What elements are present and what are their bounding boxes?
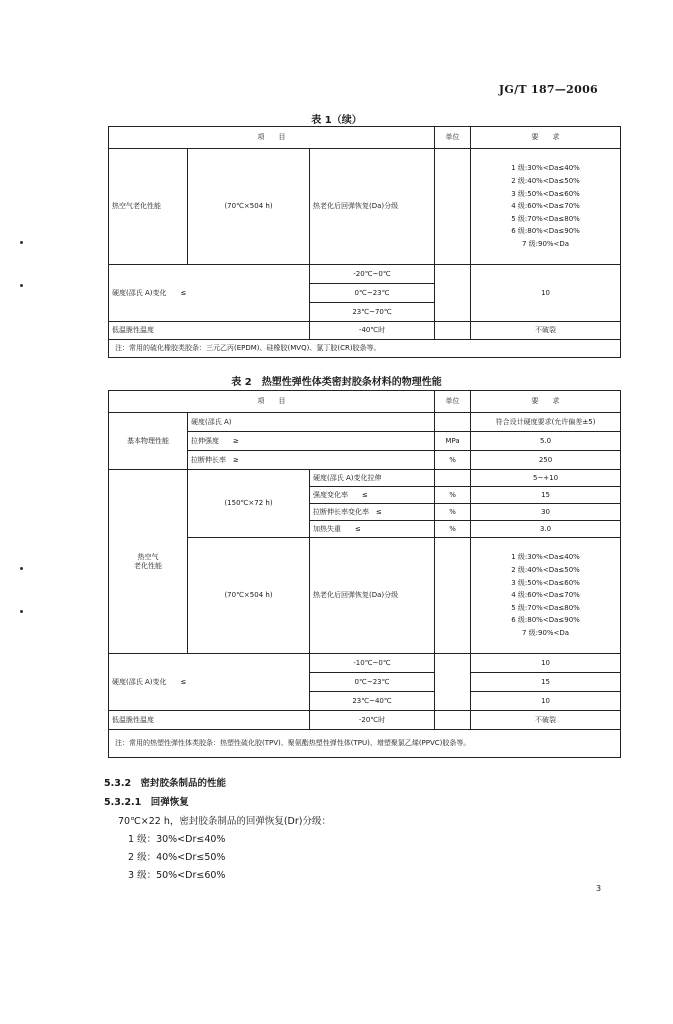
t2-basic-req: 5.0 (471, 432, 621, 451)
t1-head-unit: 单位 (435, 127, 471, 149)
t2-head-req: 要 求 (471, 391, 621, 413)
t1-heat-prop: 热老化后回弹恢复(Da)分级 (310, 149, 435, 265)
grade-item: 2 级:40%<Da≤50% (511, 177, 580, 186)
grade-item: 3 级:50%<Da≤60% (511, 578, 580, 587)
t2-heat-req: 30 (471, 504, 621, 521)
page-number: 3 (596, 884, 602, 893)
table2-caption: 表 2 热塑性弹性体类密封胶条材料的物理性能 (231, 377, 442, 388)
t2-hardness-temp: -10℃~0℃ (310, 654, 435, 673)
t2-hardness-req: 10 (471, 654, 621, 673)
t2-basic-name: 拉伸强度 ≥ (188, 432, 435, 451)
t2-heat-name: 强度变化率 ≤ (310, 487, 435, 504)
t2-basic-unit (435, 413, 471, 432)
t2-heat-cond1: (150℃×72 h) (188, 470, 310, 538)
t1-temp: 23℃~70℃ (310, 303, 435, 322)
t2-basic-req: 符合设计硬度要求(允许偏差±5) (471, 413, 621, 432)
t2-lowtemp-req: 不破裂 (471, 711, 621, 730)
t1-heat-label: 热空气老化性能 (109, 149, 188, 265)
grade-item: 1 级:30%<Da≤40% (511, 164, 580, 173)
grade-item: 4 级:60%<Da≤70% (511, 202, 580, 211)
t2-heat-unit: % (435, 521, 471, 538)
grade-item: 5 级:70%<Da≤80% (511, 214, 580, 223)
t2-heat-req: 5~+10 (471, 470, 621, 487)
section-intro: 70℃×22 h，密封胶条制品的回弹恢复(Dr)分级： (118, 816, 331, 827)
scan-speck (20, 567, 23, 570)
t1-head-item: 项 目 (109, 127, 435, 149)
t1-hardness-label: 硬度(邵氏 A)变化 ≤ (109, 265, 310, 322)
scan-speck (20, 241, 23, 244)
t2-basic-unit: % (435, 451, 471, 470)
t2-heat-unit: % (435, 487, 471, 504)
t2-heat-label-1: 热空气 (137, 553, 159, 562)
t2-heat-unit: % (435, 504, 471, 521)
t2-heat-unit (435, 470, 471, 487)
t2-heat-req: 15 (471, 487, 621, 504)
t2-basic-name: 拉断伸长率 ≥ (188, 451, 435, 470)
t2-head-item: 项 目 (109, 391, 435, 413)
t1-heat-cond: (70℃×504 h) (188, 149, 310, 265)
t1-hardness-value: 10 (471, 265, 621, 322)
table2 (108, 390, 621, 758)
t2-basic-unit: MPa (435, 432, 471, 451)
grade-item: 1 级:30%<Da≤40% (511, 553, 580, 562)
t2-heat-name: 加热失重 ≤ (310, 521, 435, 538)
t2-heat-prop: 热老化后回弹恢复(Da)分级 (310, 538, 435, 654)
t2-heat-cond2: (70℃×504 h) (188, 538, 310, 654)
grade-item: 7 级:90%<Da (521, 239, 570, 248)
t1-note: 注：常用的硫化橡胶类胶条：三元乙丙(EPDM)、硅橡胶(MVQ)、氯丁胶(CR)胶条等。 (109, 340, 621, 358)
dr-grade: 2 级：40%<Dr≤50% (128, 852, 226, 863)
t1-lowtemp-cond: -40℃时 (310, 322, 435, 340)
t2-heat-name: 硬度(邵氏 A)变化拉伸 (310, 470, 435, 487)
table1-caption: 表 1（续） (311, 115, 362, 126)
grade-item: 6 级:80%<Da≤90% (511, 616, 580, 625)
dr-grade: 3 级：50%<Dr≤60% (128, 870, 226, 881)
grade-item: 5 级:70%<Da≤80% (511, 603, 580, 612)
t2-hardness-label: 硬度(邵氏 A)变化 ≤ (109, 654, 310, 711)
t1-temp: 0℃~23℃ (310, 284, 435, 303)
t2-lowtemp-label: 低温脆性温度 (109, 711, 310, 730)
t2-heat-name: 拉断伸长率变化率 ≤ (310, 504, 435, 521)
t2-basic-label: 基本物理性能 (109, 413, 188, 470)
standard-code: JG/T 187—2006 (498, 83, 598, 96)
t2-hardness-temp: 0℃~23℃ (310, 673, 435, 692)
t2-heat-label (109, 470, 188, 654)
t1-temp: -20℃~0℃ (310, 265, 435, 284)
scan-speck (20, 284, 23, 287)
t2-note: 注：常用的热塑性弹性体类胶条：热塑性硫化胶(TPV)、聚氨酯热塑性弹性体(TPU)、增塑聚氯乙烯(PPVC)胶条等。 (109, 730, 621, 758)
t2-hardness-temp: 23℃~40℃ (310, 692, 435, 711)
t1-lowtemp-req: 不破裂 (471, 322, 621, 340)
table1 (108, 126, 621, 358)
t1-lowtemp-label: 低温脆性温度 (109, 322, 310, 340)
scan-speck (20, 610, 23, 613)
t2-basic-req: 250 (471, 451, 621, 470)
subsection-heading: 5.3.2.1 回弹恢复 (104, 797, 189, 808)
t2-head-unit: 单位 (435, 391, 471, 413)
t2-basic-name: 硬度(邵氏 A) (188, 413, 435, 432)
t2-hardness-req: 15 (471, 673, 621, 692)
grade-item: 6 级:80%<Da≤90% (511, 227, 580, 236)
section-heading: 5.3.2 密封胶条制品的性能 (104, 778, 227, 789)
t1-heat-grades (471, 149, 621, 265)
grade-item: 4 级:60%<Da≤70% (511, 591, 580, 600)
grade-item: 7 级:90%<Da (521, 628, 570, 637)
dr-grade: 1 级：30%<Dr≤40% (128, 834, 226, 845)
t2-lowtemp-cond: -20℃时 (310, 711, 435, 730)
grade-item: 2 级:40%<Da≤50% (511, 566, 580, 575)
t2-heat-req: 3.0 (471, 521, 621, 538)
t2-heat-grades (471, 538, 621, 654)
t1-head-req: 要 求 (471, 127, 621, 149)
grade-item: 3 级:50%<Da≤60% (511, 189, 580, 198)
t2-heat-label-2: 老化性能 (134, 561, 162, 570)
t2-hardness-req: 10 (471, 692, 621, 711)
